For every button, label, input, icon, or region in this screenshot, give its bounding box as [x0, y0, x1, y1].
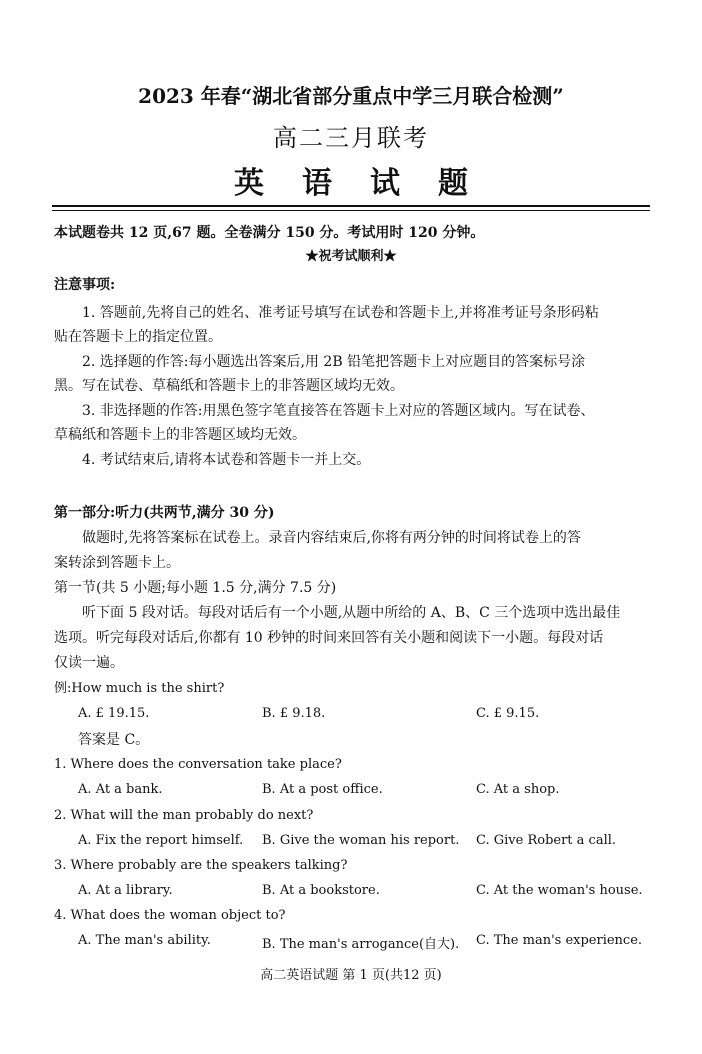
exam-subject-title: 英语试题: [234, 166, 506, 201]
question-2: 2. What will the man probably do next?: [54, 808, 314, 823]
part1-heading: 第一部分:听力(共两节,满分 30 分): [54, 505, 275, 521]
example-option-a: A. £ 19.15.: [78, 706, 150, 721]
note-2-line-b: 黑。写在试卷、草稿纸和答题卡上的非答题区域均无效。: [54, 378, 404, 394]
q1-option-c: C. At a shop.: [476, 782, 560, 797]
q4-option-c: C. The man's experience.: [476, 933, 643, 948]
question-4: 4. What does the woman object to?: [54, 908, 286, 923]
exam-title-line2: 高二三月联考: [273, 124, 429, 152]
note-1-line-b: 贴在答题卡上的指定位置。: [54, 329, 222, 345]
example-question: 例:How much is the shirt?: [54, 681, 225, 696]
example-option-c: C. £ 9.15.: [476, 706, 540, 721]
q2-option-c: C. Give Robert a call.: [476, 833, 617, 848]
note-1-line-a: 1. 答题前,先将自己的姓名、准考证号填写在试卷和答题卡上,并将准考证号条形码粘: [82, 305, 599, 321]
q2-option-b: B. Give the woman his report.: [262, 833, 460, 848]
example-answer: 答案是 C。: [78, 732, 150, 748]
section1-instruction-a: 听下面 5 段对话。每段对话后有一个小题,从题中所给的 A、B、C 三个选项中选出最佳: [82, 605, 621, 621]
section1-instruction-c: 仅读一遍。: [54, 655, 124, 671]
exam-summary: 本试题卷共 12 页,67 题。全卷满分 150 分。考试用时 120 分钟。: [54, 225, 485, 241]
notes-heading: 注意事项:: [54, 277, 116, 293]
exam-title-line1: 2023 年春“湖北省部分重点中学三月联合检测”: [138, 84, 564, 108]
title-rule-thick: [52, 205, 650, 207]
page-footer: 高二英语试题 第 1 页(共12 页): [260, 968, 442, 983]
question-1: 1. Where does the conversation take place?: [54, 757, 342, 772]
title-rule-thin: [52, 210, 650, 211]
question-3: 3. Where probably are the speakers talking?: [54, 858, 348, 873]
note-4: 4. 考试结束后,请将本试卷和答题卡一并上交。: [82, 452, 371, 468]
q3-option-a: A. At a library.: [78, 883, 173, 898]
q1-option-a: A. At a bank.: [78, 782, 163, 797]
q4-option-b: B. The man's arrogance(自大).: [262, 937, 460, 952]
exam-wish: ★祝考试顺利★: [305, 249, 397, 264]
part1-instruction-a: 做题时,先将答案标在试卷上。录音内容结束后,你将有两分钟的时间将试卷上的答: [82, 530, 581, 546]
q3-option-c: C. At the woman's house.: [476, 883, 643, 898]
q1-option-b: B. At a post office.: [262, 782, 383, 797]
part1-instruction-b: 案转涂到答题卡上。: [54, 555, 180, 571]
note-3-line-b: 草稿纸和答题卡上的非答题区域均无效。: [54, 427, 306, 443]
q4-option-a: A. The man's ability.: [78, 933, 211, 948]
note-2-line-a: 2. 选择题的作答:每小题选出答案后,用 2B 铅笔把答题卡上对应题目的答案标号涂: [82, 354, 586, 370]
section1-instruction-b: 选项。听完每段对话后,你都有 10 秒钟的时间来回答有关小题和阅读下一小题。每段对话: [54, 630, 604, 646]
example-option-b: B. £ 9.18.: [262, 706, 326, 721]
q3-option-b: B. At a bookstore.: [262, 883, 380, 898]
note-3-line-a: 3. 非选择题的作答:用黑色签字笔直接答在答题卡上对应的答题区域内。写在试卷、: [82, 403, 595, 419]
q2-option-a: A. Fix the report himself.: [78, 833, 244, 848]
section1-heading: 第一节(共 5 小题;每小题 1.5 分,满分 7.5 分): [54, 580, 337, 596]
